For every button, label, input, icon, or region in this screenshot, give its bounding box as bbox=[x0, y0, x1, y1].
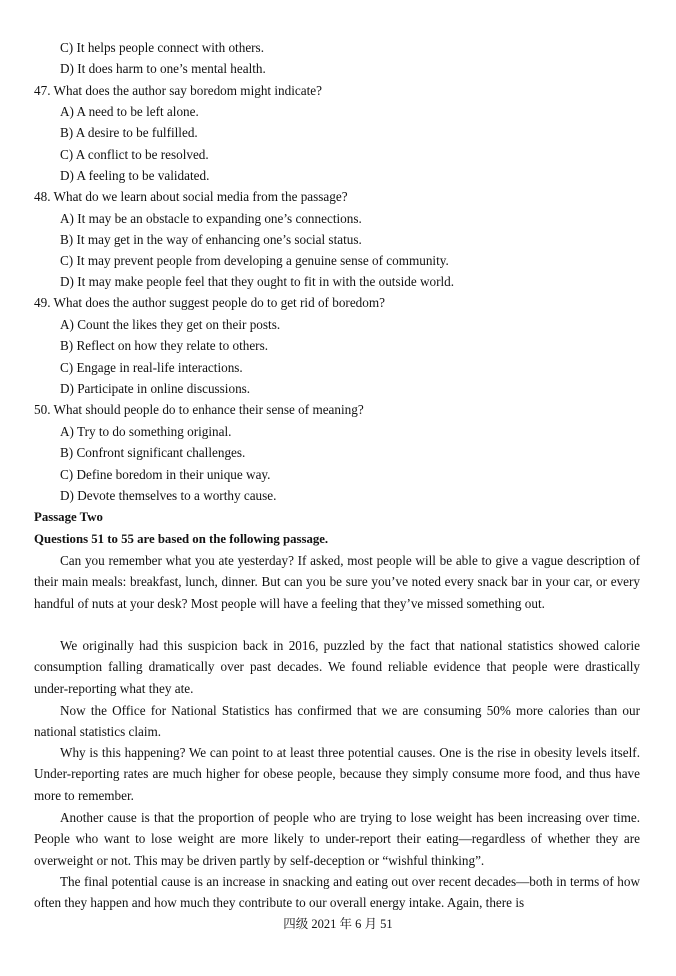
q47-option-c: C) A conflict to be resolved. bbox=[60, 147, 209, 162]
q47-option-d: D) A feeling to be validated. bbox=[60, 168, 210, 183]
q48-option-c: C) It may prevent people from developing a genuine sense of community. bbox=[60, 253, 449, 268]
q47-stem: 47. What does the author say boredom might indicate? bbox=[34, 83, 322, 98]
q47-option-b: B) A desire to be fulfilled. bbox=[60, 125, 198, 140]
q48-stem: 48. What do we learn about social media from the passage? bbox=[34, 189, 348, 204]
q46-option-d: D) It does harm to one’s mental health. bbox=[60, 61, 266, 76]
passage-instruction: Questions 51 to 55 are based on the following passage. bbox=[34, 532, 329, 546]
q50-option-c: C) Define boredom in their unique way. bbox=[60, 467, 271, 482]
q49-option-b: B) Reflect on how they relate to others. bbox=[60, 338, 269, 353]
passage-paragraph-1: Can you remember what you ate yesterday? If asked, most people will be able to give a vague description of their main meals: breakfast, lunch, dinner. But can you be sure you’ve noted every snack bar in your car, or every handful of nuts at your desk? Most people will have a feeling that they’ve missed something out. bbox=[34, 553, 640, 611]
q49-option-c: C) Engage in real-life interactions. bbox=[60, 360, 243, 375]
passage-title: Passage Two bbox=[34, 510, 103, 524]
passage-paragraph-3: Now the Office for National Statistics has confirmed that we are consuming 50% more calories than our national statistics claim. bbox=[34, 703, 640, 740]
q50-option-a: A) Try to do something original. bbox=[60, 424, 232, 439]
q47-option-a: A) A need to be left alone. bbox=[60, 104, 199, 119]
passage-paragraph-6: The final potential cause is an increase in snacking and eating out over recent decades—both in terms of how often they happen and how much they contribute to our overall energy intake. Again, there is bbox=[34, 874, 640, 911]
passage-paragraph-2: We originally had this suspicion back in 2016, puzzled by the fact that national statistics showed calorie consumption falling dramatically over past decades. We found reliable evidence that people were drastically under-reporting what they ate. bbox=[34, 638, 640, 696]
q48-option-b: B) It may get in the way of enhancing one’s social status. bbox=[60, 232, 362, 247]
q49-stem: 49. What does the author suggest people do to get rid of boredom? bbox=[34, 295, 385, 310]
q49-option-d: D) Participate in online discussions. bbox=[60, 381, 251, 396]
q50-option-b: B) Confront significant challenges. bbox=[60, 445, 246, 460]
q48-option-d: D) It may make people feel that they ought to fit in with the outside world. bbox=[60, 274, 455, 289]
q46-option-c: C) It helps people connect with others. bbox=[60, 40, 264, 55]
q50-option-d: D) Devote themselves to a worthy cause. bbox=[60, 488, 277, 503]
passage-paragraph-5: Another cause is that the proportion of people who are trying to lose weight has been increasing over time. People who want to lose weight are more likely to under-report their eating—regardless of whether they are overweight or not. This may be driven partly by self-deception or “wishful thinking”. bbox=[34, 810, 640, 868]
page-footer: 四级 2021 年 6 月 51 bbox=[283, 917, 393, 931]
q50-stem: 50. What should people do to enhance their sense of meaning? bbox=[34, 402, 364, 417]
passage-paragraph-4: Why is this happening? We can point to at least three potential causes. One is the rise in obesity levels itself. Under-reporting rates are much higher for obese people, because they simply consume more food, and thus have more to remember. bbox=[34, 745, 640, 803]
q48-option-a: A) It may be an obstacle to expanding one’s connections. bbox=[60, 211, 362, 226]
q49-option-a: A) Count the likes they get on their posts. bbox=[60, 317, 281, 332]
